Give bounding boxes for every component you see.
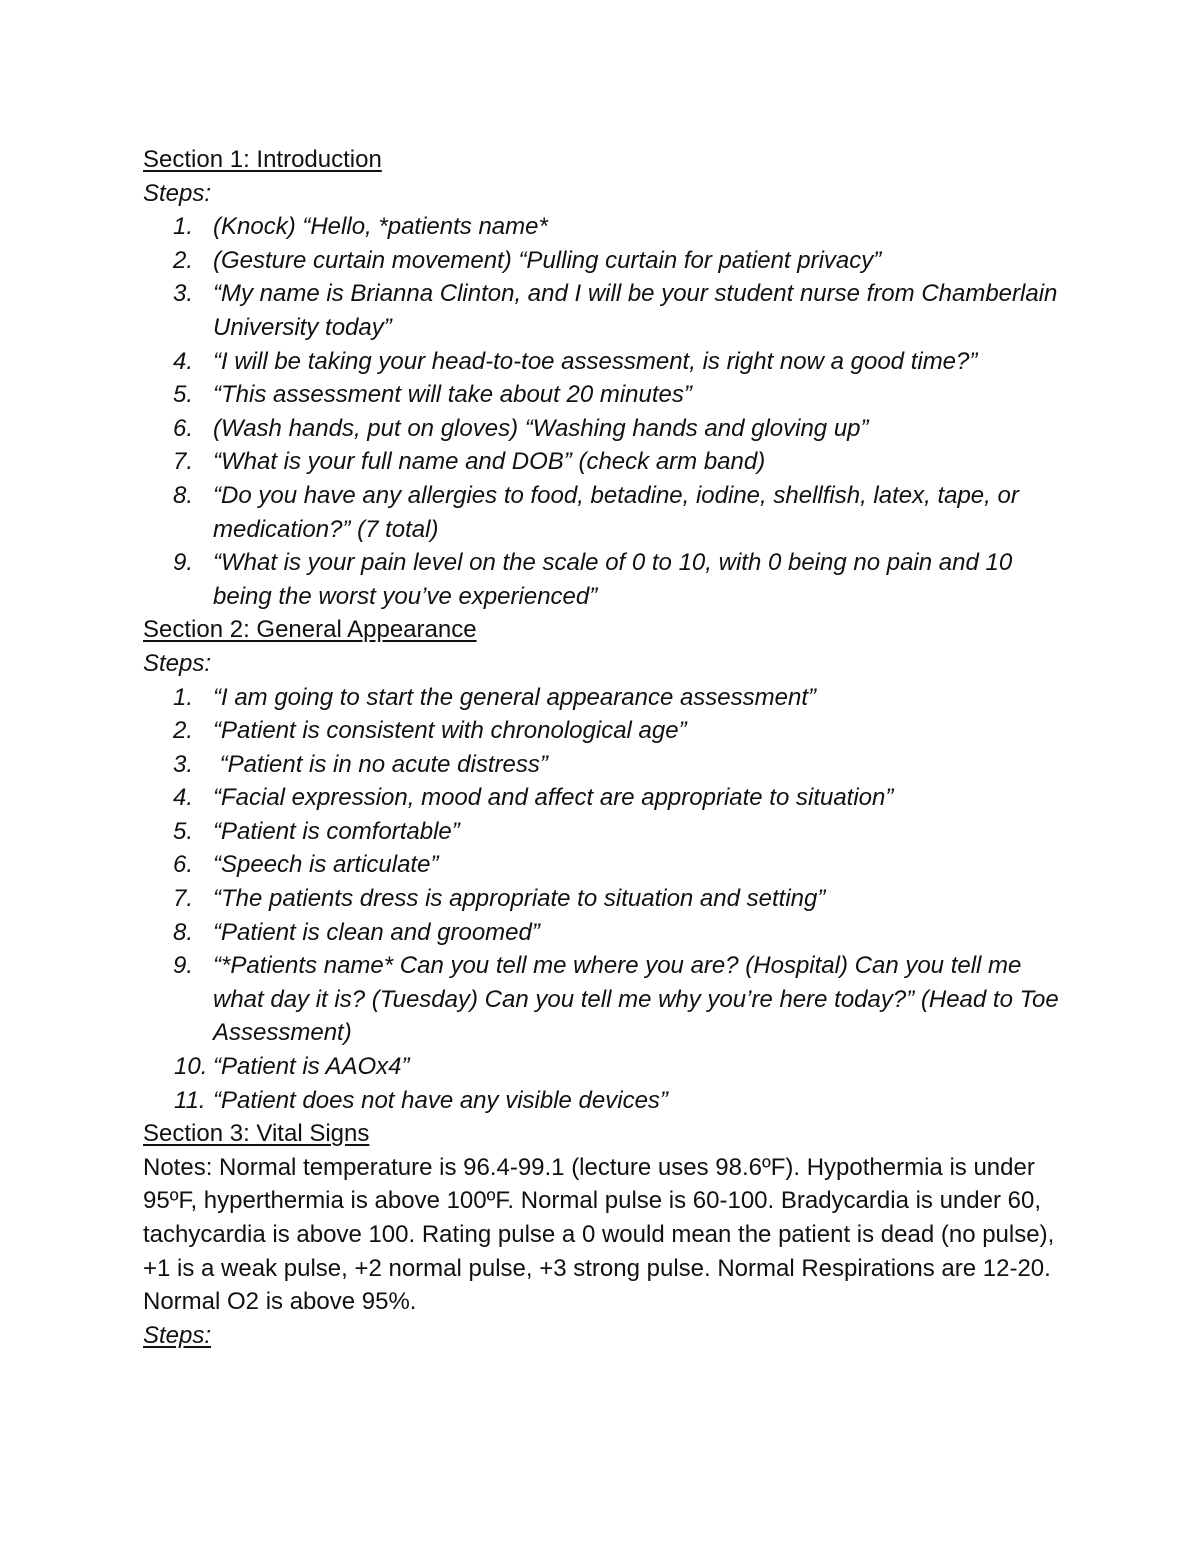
list-item: [143, 479, 1063, 546]
list-item-text: (Wash hands, put on gloves) “Washing hands and gloving up”: [213, 414, 869, 442]
list-item-text: “Patient is in no acute distress”: [213, 750, 548, 778]
section-1-steps-label: Steps:: [143, 179, 212, 207]
list-item: [143, 210, 1063, 244]
section-1-steps-list: [143, 210, 1063, 613]
list-item-number: 7.: [173, 448, 194, 476]
list-item: [143, 277, 1063, 344]
list-item: [143, 681, 1063, 715]
list-item-number: 7.: [173, 885, 194, 913]
list-item-number: 2.: [173, 246, 194, 274]
list-item: [143, 244, 1063, 278]
list-item: [143, 412, 1063, 446]
list-item-text: “The patients dress is appropriate to situation and setting”: [213, 885, 826, 913]
list-item-number: 9.: [173, 549, 194, 577]
list-item-text: “What is your pain level on the scale of 0 to 10, with 0 being no pain and 10 being the worst you’ve experienced”: [213, 549, 1013, 610]
list-item-number: 11.: [174, 1086, 206, 1114]
list-item-text: “Patient does not have any visible devices”: [213, 1086, 668, 1114]
list-item-number: 3.: [173, 750, 194, 778]
section-3-notes: Notes: Normal temperature is 96.4-99.1 (lecture uses 98.6ºF). Hypothermia is under 95ºF, hyperthermia is above 100ºF. Normal pulse is 60-100. Bradycardia is under 60, tachycardia is above 100. Rating pulse a 0 would mean the patient is dead (no pulse), +1 is a weak pulse, +2 normal pulse, +3 strong pulse. Normal Respirations are 12-20. Normal O2 is above 95%.: [143, 1153, 1055, 1316]
section-2-heading: Section 2: General Appearance: [143, 616, 477, 644]
list-item-text: “Patient is consistent with chronological age”: [213, 717, 687, 745]
section-1-heading: Section 1: Introduction: [143, 146, 382, 173]
list-item: [143, 378, 1063, 412]
list-item-number: 4.: [173, 347, 194, 375]
list-item-number: 1.: [173, 683, 194, 711]
list-item: [143, 345, 1063, 379]
list-item: [143, 949, 1063, 1050]
list-item-number: 5.: [173, 381, 194, 409]
list-item: [143, 1050, 1063, 1084]
list-item: [143, 546, 1063, 613]
list-item-text: “This assessment will take about 20 minutes”: [213, 381, 692, 409]
list-item: [143, 1084, 1063, 1118]
list-item-number: 1.: [173, 213, 194, 241]
list-item-text: “My name is Brianna Clinton, and I will be your student nurse from Chamberlain University today”: [213, 280, 1058, 341]
list-item-number: 4.: [173, 784, 194, 812]
list-item: [143, 714, 1063, 748]
list-item-text: (Knock) “Hello, *patients name*: [213, 213, 548, 241]
list-item-text: “What is your full name and DOB” (check arm band): [213, 448, 766, 476]
list-item-text: “I will be taking your head-to-toe assessment, is right now a good time?”: [213, 347, 978, 375]
list-item-text: (Gesture curtain movement) “Pulling curtain for patient privacy”: [213, 246, 882, 274]
list-item-number: 8.: [173, 918, 194, 946]
list-item-text: “*Patients name* Can you tell me where you are? (Hospital) Can you tell me what day it is? (Tuesday) Can you tell me why you’re here today?” (Head to Toe Assessment): [213, 952, 1059, 1047]
list-item: [143, 815, 1063, 849]
section-2-steps-list: [143, 681, 1063, 1118]
section-2-steps-label: Steps:: [143, 649, 212, 677]
section-3-steps-label: Steps:: [143, 1321, 212, 1349]
list-item-text: “I am going to start the general appearance assessment”: [213, 683, 816, 711]
list-item: [143, 781, 1063, 815]
list-item-number: 5.: [173, 817, 194, 845]
list-item-number: 6.: [173, 851, 194, 879]
list-item-text: “Do you have any allergies to food, betadine, iodine, shellfish, latex, tape, or medication?” (7 total): [213, 481, 1019, 543]
list-item: [143, 882, 1063, 916]
list-item-text: “Patient is clean and groomed”: [213, 918, 540, 946]
list-item: [143, 848, 1063, 882]
list-item-number: 8.: [173, 481, 194, 509]
list-item: [143, 916, 1063, 950]
list-item-number: 10.: [174, 1053, 208, 1081]
section-3-heading: Section 3: Vital Signs: [143, 1120, 370, 1148]
list-item-text: “Facial expression, mood and affect are appropriate to situation”: [213, 784, 894, 812]
list-item-text: “Patient is AAOx4”: [213, 1053, 410, 1081]
list-item-number: 6.: [173, 414, 194, 442]
list-item-text: “Patient is comfortable”: [213, 817, 460, 845]
list-item-number: 9.: [173, 952, 194, 980]
list-item-number: 3.: [173, 280, 194, 308]
document-body: [143, 143, 1063, 1352]
list-item-number: 2.: [173, 717, 194, 745]
list-item-text: “Speech is articulate”: [213, 851, 439, 879]
list-item: [143, 748, 1063, 782]
list-item: [143, 445, 1063, 479]
